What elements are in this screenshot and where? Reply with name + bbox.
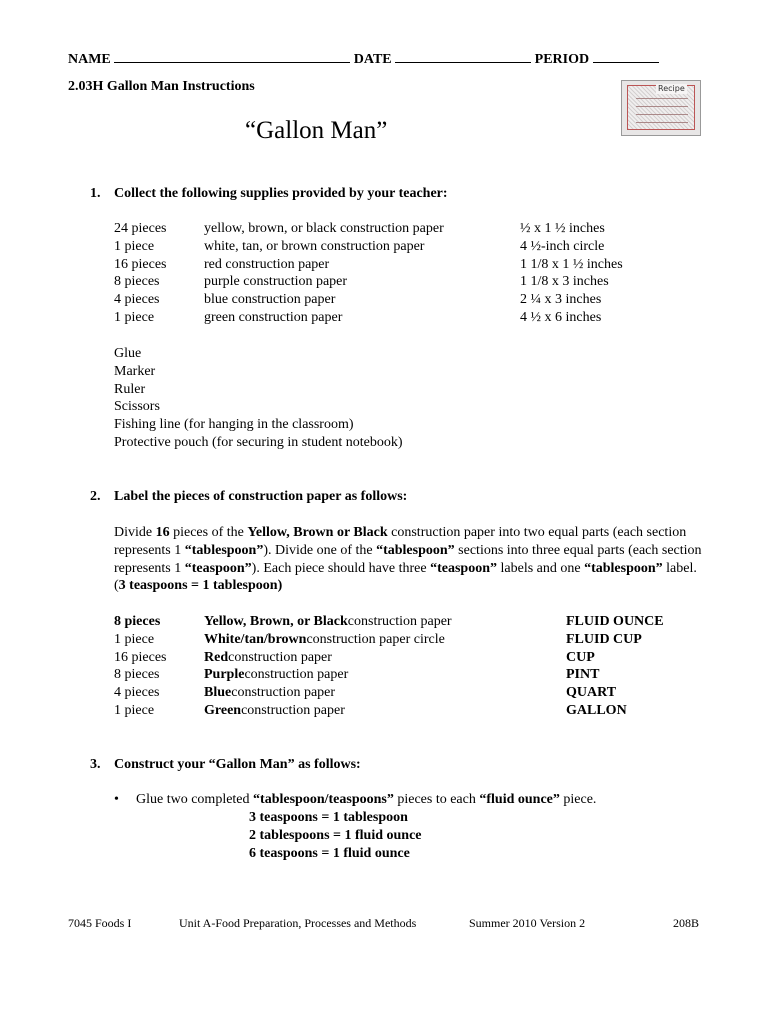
list-item: Fishing line (for hanging in the classroom) xyxy=(114,417,354,433)
list-item: Protective pouch (for securing in student notebook) xyxy=(114,434,403,450)
step3-bullet: Glue two completed “tablespoon/teaspoons” pieces to each “fluid ounce” piece. xyxy=(136,792,597,807)
label-qty: 1 piece xyxy=(114,703,155,718)
date-field[interactable] xyxy=(395,48,531,63)
supply-item: yellow, brown, or black construction paper xyxy=(204,221,444,236)
label-qty: 8 pieces xyxy=(114,614,161,629)
supply-item: purple construction paper xyxy=(204,274,348,290)
label-paper: Blue construction paper xyxy=(204,685,336,701)
footer-page: 208B xyxy=(673,916,700,930)
step3-number: 3. xyxy=(90,757,101,772)
label-paper: Green construction paper xyxy=(204,703,345,718)
supply-item: white, tan, or brown construction paper xyxy=(204,238,425,254)
step2-paragraph: Divide 16 pieces of the Yellow, Brown or Black construction paper into two equal parts (each section represents 1 “tablespoon”). Divide one of the “tablespoon” sections into three equal parts (each section represents 1 “teaspoon”). Each piece should have three “teaspoon” labels and one “tablespoon” label. (3 teaspoons = 1 tablespoon) xyxy=(114,525,702,594)
table-row xyxy=(0,238,770,256)
step1-heading: Collect the following supplies provided by your teacher: xyxy=(114,186,448,201)
label-paper: Yellow, Brown, or Black construction paper xyxy=(204,614,452,629)
step1-number: 1. xyxy=(90,186,101,201)
list-item: Marker xyxy=(114,363,156,379)
supply-qty: 1 piece xyxy=(114,310,155,325)
supply-qty: 8 pieces xyxy=(114,274,160,290)
list-item: Glue xyxy=(114,346,142,361)
label-unit: CUP xyxy=(566,649,595,665)
table-row xyxy=(0,702,770,720)
label-paper: White/tan/brown construction paper circle xyxy=(204,631,445,647)
supply-size: 1 1/8 x 3 inches xyxy=(520,274,609,290)
supply-qty: 4 pieces xyxy=(114,292,160,308)
label-unit: FLUID CUP xyxy=(566,631,642,647)
label-paper: Purple construction paper xyxy=(204,667,349,683)
name-field[interactable] xyxy=(114,48,350,63)
supply-qty: 1 piece xyxy=(114,238,155,254)
period-field[interactable] xyxy=(593,48,659,63)
lesson-label: 2.03H Gallon Man Instructions xyxy=(68,79,255,94)
supply-size: ½ x 1 ½ inches xyxy=(520,221,605,236)
supply-size: 2 ¼ x 3 inches xyxy=(520,292,602,308)
table-row xyxy=(0,666,770,684)
supply-item: blue construction paper xyxy=(204,292,336,308)
supply-qty: 24 pieces xyxy=(114,221,167,236)
table-row xyxy=(0,613,770,631)
table-row xyxy=(0,684,770,702)
equation: 2 tablespoons = 1 fluid ounce xyxy=(249,828,422,843)
recipe-card-image xyxy=(621,80,701,136)
supply-item: red construction paper xyxy=(204,256,330,272)
label-unit: FLUID OUNCE xyxy=(566,614,664,629)
period-label: PERIOD xyxy=(534,52,590,67)
recipe-card-text: Recipe xyxy=(658,84,685,93)
step2-heading: Label the pieces of construction paper as follows: xyxy=(114,489,408,504)
name-label: NAME xyxy=(68,52,111,67)
date-label: DATE xyxy=(353,52,392,67)
table-row xyxy=(0,309,770,327)
step2-number: 2. xyxy=(90,489,101,504)
label-paper: Red construction paper xyxy=(204,649,332,665)
label-qty: 16 pieces xyxy=(114,649,167,665)
label-qty: 1 piece xyxy=(114,631,155,647)
step3-heading: Construct your “Gallon Man” as follows: xyxy=(114,757,361,772)
label-unit: GALLON xyxy=(566,703,627,718)
table-row xyxy=(0,220,770,238)
table-row xyxy=(0,256,770,274)
footer-term: Summer 2010 Version 2 xyxy=(469,916,586,930)
supply-qty: 16 pieces xyxy=(114,256,167,272)
label-unit: QUART xyxy=(566,685,617,701)
list-item: Scissors xyxy=(114,399,160,415)
supply-size: 4 ½-inch circle xyxy=(520,238,605,254)
other-supplies-list xyxy=(114,345,402,452)
supply-size: 1 1/8 x 1 ½ inches xyxy=(520,256,623,272)
label-qty: 4 pieces xyxy=(114,685,160,701)
supply-size: 4 ½ x 6 inches xyxy=(520,310,602,325)
header-fields xyxy=(68,48,659,69)
table-row xyxy=(0,273,770,291)
label-unit: PINT xyxy=(566,667,600,683)
equation: 6 teaspoons = 1 fluid ounce xyxy=(249,846,410,861)
bullet-symbol: • xyxy=(114,792,119,807)
equation: 3 teaspoons = 1 tablespoon xyxy=(249,810,408,825)
footer-code: 7045 Foods I xyxy=(68,916,132,930)
table-row xyxy=(0,649,770,667)
list-item: Ruler xyxy=(114,381,146,397)
label-qty: 8 pieces xyxy=(114,667,160,683)
table-row xyxy=(0,291,770,309)
page-title: “Gallon Man” xyxy=(245,117,388,144)
footer-unit: Unit A-Food Preparation, Processes and Methods xyxy=(179,916,417,930)
table-row xyxy=(0,631,770,649)
supply-item: green construction paper xyxy=(204,310,343,325)
